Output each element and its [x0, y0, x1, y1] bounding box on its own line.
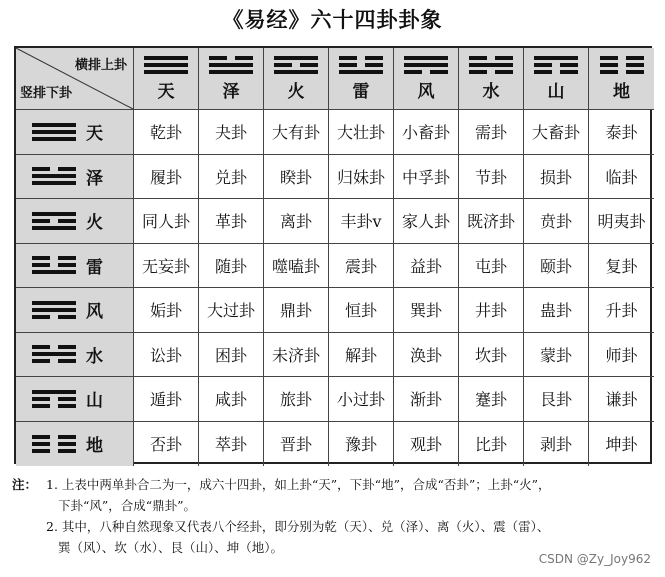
solid-line [32, 123, 76, 127]
trigram-symbol-icon [144, 56, 188, 74]
column-header [459, 48, 524, 110]
hexagram-cell: 坎卦 [459, 333, 524, 378]
broken-line [32, 397, 76, 401]
hexagram-cell: 明夷卦 [589, 199, 654, 244]
trigram-symbol-icon [404, 56, 448, 74]
trigram-symbol-icon [209, 56, 253, 74]
broken-line [600, 70, 644, 74]
broken-line [469, 56, 513, 60]
row-header [16, 288, 134, 333]
broken-line [339, 63, 383, 67]
solid-line [274, 70, 318, 74]
hexagram-cell: 临卦 [589, 155, 654, 200]
solid-line [32, 308, 76, 312]
column-header [524, 48, 589, 110]
solid-line [144, 63, 188, 67]
hexagram-cell: 泰卦 [589, 110, 654, 155]
hexagram-cell: 困卦 [199, 333, 264, 378]
row-header-name: 水 [86, 346, 103, 367]
hexagram-cell: 谦卦 [589, 377, 654, 422]
column-header-name: 火 [287, 81, 305, 102]
solid-line [209, 63, 253, 67]
broken-line [32, 449, 76, 453]
hexagram-cell: 井卦 [459, 288, 524, 333]
hexagram-cell: 大畜卦 [524, 110, 589, 155]
broken-line [32, 404, 76, 408]
column-header-name: 泽 [222, 81, 240, 102]
column-header-name: 风 [417, 81, 435, 102]
solid-line [339, 70, 383, 74]
hexagram-table [14, 46, 652, 464]
solid-line [32, 352, 76, 356]
column-header [199, 48, 264, 110]
broken-line [339, 56, 383, 60]
hexagram-cell: 无妄卦 [134, 244, 199, 289]
hexagram-cell: 涣卦 [394, 333, 459, 378]
row-header-name: 地 [86, 436, 103, 457]
hexagram-cell: 屯卦 [459, 244, 524, 289]
row-header-name: 火 [86, 213, 103, 234]
column-header [394, 48, 459, 110]
broken-line [600, 56, 644, 60]
hexagram-cell: 蛊卦 [524, 288, 589, 333]
hexagram-cell: 豫卦 [329, 422, 394, 467]
broken-line [404, 70, 448, 74]
solid-line [144, 70, 188, 74]
hexagram-cell: 咸卦 [199, 377, 264, 422]
column-header-name: 雷 [352, 81, 370, 102]
hexagram-cell: 晋卦 [264, 422, 329, 467]
hexagram-cell: 小畜卦 [394, 110, 459, 155]
hexagram-cell: 震卦 [329, 244, 394, 289]
column-header-name: 天 [157, 81, 175, 102]
hexagram-cell: 噬嗑卦 [264, 244, 329, 289]
hexagram-cell: 恒卦 [329, 288, 394, 333]
trigram-symbol-icon [32, 301, 76, 319]
page-title: 《易经》六十四卦卦象 [222, 7, 443, 32]
hexagram-cell: 师卦 [589, 333, 654, 378]
column-header [134, 48, 199, 110]
hexagram-cell: 乾卦 [134, 110, 199, 155]
hexagram-cell: 兑卦 [199, 155, 264, 200]
column-header [329, 48, 394, 110]
hexagram-cell: 观卦 [394, 422, 459, 467]
row-header-name: 雷 [86, 257, 103, 278]
hexagram-cell: 讼卦 [134, 333, 199, 378]
solid-line [32, 181, 76, 185]
row-header-name: 风 [86, 302, 103, 323]
hexagram-cell: 既济卦 [459, 199, 524, 244]
hexagram-cell: 需卦 [459, 110, 524, 155]
hexagram-cell: 大有卦 [264, 110, 329, 155]
broken-line [209, 56, 253, 60]
hexagram-cell: 复卦 [589, 244, 654, 289]
hexagram-cell: 姤卦 [134, 288, 199, 333]
solid-line [32, 130, 76, 134]
row-header-name: 泽 [86, 168, 103, 189]
hexagram-cell: 旅卦 [264, 377, 329, 422]
hexagram-cell: 颐卦 [524, 244, 589, 289]
solid-line [404, 56, 448, 60]
solid-line [144, 56, 188, 60]
broken-line [534, 63, 578, 67]
broken-line [534, 70, 578, 74]
trigram-symbol-icon [600, 56, 644, 74]
trigram-symbol-icon [32, 123, 76, 141]
note-2b: 巽（风）、坎（水）、艮（山）、坤（地）。 [58, 540, 284, 555]
column-header [589, 48, 654, 110]
solid-line [32, 226, 76, 230]
broken-line [32, 345, 76, 349]
column-header-name: 水 [482, 81, 500, 102]
hexagram-cell: 节卦 [459, 155, 524, 200]
solid-line [274, 56, 318, 60]
broken-line [32, 442, 76, 446]
hexagram-cell: 大壮卦 [329, 110, 394, 155]
hexagram-cell: 遁卦 [134, 377, 199, 422]
table-corner [16, 48, 134, 110]
broken-line [32, 167, 76, 171]
trigram-symbol-icon [32, 345, 76, 363]
solid-line [32, 301, 76, 305]
hexagram-cell: 离卦 [264, 199, 329, 244]
hexagram-cell: 损卦 [524, 155, 589, 200]
trigram-symbol-icon [32, 390, 76, 408]
hexagram-cell: 艮卦 [524, 377, 589, 422]
hexagram-cell: 萃卦 [199, 422, 264, 467]
trigram-symbol-icon [274, 56, 318, 74]
hexagram-cell: 家人卦 [394, 199, 459, 244]
broken-line [32, 256, 76, 260]
broken-line [469, 70, 513, 74]
hexagram-cell: 大过卦 [199, 288, 264, 333]
column-header [264, 48, 329, 110]
hexagram-cell: 否卦 [134, 422, 199, 467]
broken-line [32, 219, 76, 223]
trigram-symbol-icon [469, 56, 513, 74]
hexagram-cell: 革卦 [199, 199, 264, 244]
note-1a: 1. 上表中两单卦合二为一，成六十四卦，如上卦“天”，下卦“地”，合成“否卦”；上卦“火”， [46, 477, 551, 492]
hexagram-cell: 随卦 [199, 244, 264, 289]
trigram-symbol-icon [32, 435, 76, 453]
hexagram-cell: 贲卦 [524, 199, 589, 244]
hexagram-cell: 比卦 [459, 422, 524, 467]
hexagram-cell: 小过卦 [329, 377, 394, 422]
column-header-name: 地 [613, 81, 630, 102]
trigram-symbol-icon [534, 56, 578, 74]
hexagram-cell: 未济卦 [264, 333, 329, 378]
hexagram-cell: 鼎卦 [264, 288, 329, 333]
hexagram-cell: 蹇卦 [459, 377, 524, 422]
hexagram-cell: 剥卦 [524, 422, 589, 467]
notes-label: 注： [12, 477, 38, 492]
hexagram-cell: 睽卦 [264, 155, 329, 200]
row-header-name: 天 [86, 124, 103, 145]
broken-line [32, 435, 76, 439]
lower-trigram-label: 竖排下卦 [20, 86, 73, 101]
hexagram-cell: 中孚卦 [394, 155, 459, 200]
hexagram-cell: 益卦 [394, 244, 459, 289]
trigram-symbol-icon [32, 256, 76, 274]
solid-line [404, 63, 448, 67]
row-header [16, 422, 134, 467]
trigram-symbol-icon [32, 212, 76, 230]
hexagram-cell: 同人卦 [134, 199, 199, 244]
hexagram-cell: 渐卦 [394, 377, 459, 422]
broken-line [274, 63, 318, 67]
row-header [16, 377, 134, 422]
solid-line [32, 390, 76, 394]
row-header [16, 244, 134, 289]
hexagram-cell: 丰卦v [329, 199, 394, 244]
hexagram-cell: 夬卦 [199, 110, 264, 155]
broken-line [32, 315, 76, 319]
row-header [16, 110, 134, 155]
trigram-symbol-icon [32, 167, 76, 185]
solid-line [32, 174, 76, 178]
broken-line [32, 359, 76, 363]
hexagram-cell: 解卦 [329, 333, 394, 378]
solid-line [469, 63, 513, 67]
upper-trigram-label: 横排上卦 [74, 58, 127, 73]
notes [12, 474, 657, 558]
solid-line [32, 270, 76, 274]
hexagram-cell: 归妹卦 [329, 155, 394, 200]
row-header [16, 155, 134, 200]
hexagram-cell: 升卦 [589, 288, 654, 333]
trigram-symbol-icon [339, 56, 383, 74]
note-1b: 下卦“风”，合成“鼎卦”。 [58, 498, 197, 513]
row-header [16, 199, 134, 244]
solid-line [32, 137, 76, 141]
hexagram-cell: 蒙卦 [524, 333, 589, 378]
watermark: CSDN @Zy_Joy962 [538, 552, 651, 566]
hexagram-cell: 履卦 [134, 155, 199, 200]
solid-line [32, 212, 76, 216]
note-2a: 2. 其中，八种自然现象又代表八个经卦，即分别为乾（天）、兑（泽）、离（火）、震（雷）、 [46, 519, 550, 534]
solid-line [209, 70, 253, 74]
row-header [16, 333, 134, 378]
hexagram-cell: 巽卦 [394, 288, 459, 333]
broken-line [32, 263, 76, 267]
row-header-name: 山 [86, 391, 103, 412]
column-header-name: 山 [547, 81, 565, 102]
broken-line [600, 63, 644, 67]
hexagram-cell: 坤卦 [605, 435, 638, 455]
solid-line [534, 56, 578, 60]
